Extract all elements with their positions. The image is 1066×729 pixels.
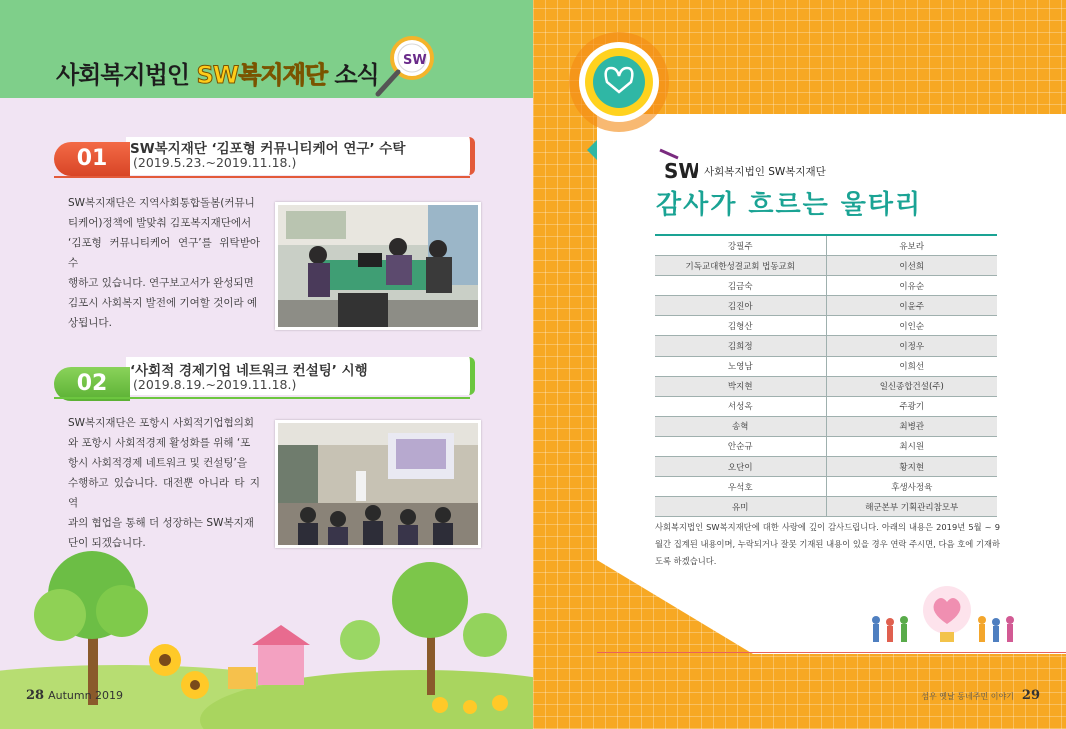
donor-row [655,296,997,316]
section-02-line: 과의 협업을 통해 더 성장하는 SW복지재 [68,517,254,529]
donor-name: 일신종합건설(주) [826,376,997,396]
section-02-line: 단이 되겠습니다. [68,537,146,549]
donor-name: 이유순 [826,276,997,296]
donor-name: 김진아 [655,296,826,316]
donor-name: 유미 [655,497,826,517]
donor-name: 이희선 [826,356,997,376]
section-02-line: 와 포항시 사회적경제 활성화를 위해 ‘포 [68,437,251,449]
donor-name: 최시원 [826,436,997,456]
donor-name: 기독교대한성결교회 법동교회 [655,256,826,276]
section-02-number: 02 [54,367,130,401]
sw-logo-icon [658,146,698,182]
section-02-line: SW복지재단은 포항시 사회적기업협의회 [68,417,255,429]
donor-row [655,436,997,456]
right-footer [921,688,1040,703]
section-02-line: 항시 사회적경제 네트워크 및 컨설팅’을 [68,457,247,469]
donor-name: 서성옥 [655,396,826,416]
section-01-underline [54,176,470,178]
left-header-title: 사회복지법인 SW복지재단 소식 [56,61,379,89]
donor-name: 노영남 [655,356,826,376]
donor-list-title: 감사가 흐르는 울타리 [656,190,923,220]
donor-row [655,316,997,336]
donor-name: 유보라 [826,235,997,256]
donor-name: 박지현 [655,376,826,396]
donor-row [655,457,997,477]
section-01-title: SW복지재단 ‘김포형 커뮤니티케어 연구’ 수탁 [130,141,406,157]
section-01-line: SW복지재단은 지역사회통합돌봄(커뮤니 [68,197,255,209]
org-name: 사회복지법인 SW복지재단 [704,166,826,178]
section-01-line: 김포시 사회복지 발전에 기여할 것이라 예 [68,297,258,309]
issue-label: Autumn 2019 [48,689,124,702]
right-page-number: 29 [1021,688,1040,703]
donor-name: 주광기 [826,396,997,416]
donor-name: 후생사정육 [826,477,997,497]
donor-row [655,477,997,497]
section-01-line: 상됩니다. [68,317,112,329]
donor-name: 이선희 [826,256,997,276]
donor-note: 사회복지법인 SW복지재단에 대한 사랑에 깊이 감사드립니다. 아래의 내용은 2019년 5월 ~ 9월간 집계된 내용이며, 누락되거나 잘못 기재된 내용이 있을 경우 연락 주시면, 다음 호에 기재하도록 하겠습니다. [655,522,1000,566]
donor-row [655,497,997,517]
seminar-photo [275,420,481,548]
right-divider [597,652,1066,653]
donor-name: 송혁 [655,416,826,436]
section-01-body [68,193,260,333]
section-02-title: ‘사회적 경제기업 네트워크 컨설팅’ 시행 [130,363,368,379]
donor-row [655,396,997,416]
donor-name: 이인순 [826,316,997,336]
section-02-underline [54,397,470,399]
left-footer [26,688,123,703]
svg-text:SW: SW [664,159,698,182]
donor-row [655,416,997,436]
magnifier-sw-icon [370,34,440,104]
donor-name: 황지현 [826,457,997,477]
left-page-number: 28 [26,688,45,703]
section-01-number: 01 [54,142,130,176]
footer-label: 섬우 옛날 동네주민 이야기 [921,692,1014,701]
donor-name: 강필주 [655,235,826,256]
donor-name: 안순규 [655,436,826,456]
section-01-line: 행하고 있습니다. 연구보고서가 완성되면 [68,277,254,289]
meeting-photo [275,202,481,330]
section-02-date: (2019.8.19.~2019.11.18.) [133,377,297,392]
donor-row [655,276,997,296]
donor-table [655,234,997,517]
donor-name: 이정우 [826,336,997,356]
donor-row [655,336,997,356]
donor-row [655,356,997,376]
donor-row [655,256,997,276]
donor-name: 해군본부 기획관리참모부 [826,497,997,517]
section-01-date: (2019.5.23.~2019.11.18.) [133,155,297,170]
donor-row [655,376,997,396]
donor-name: 오단이 [655,457,826,477]
section-02-line: 수행하고 있습니다. 대전뿐 아니라 타 지역 [68,477,260,509]
donor-name: 우석호 [655,477,826,497]
donor-name: 최병관 [826,416,997,436]
heart-bulb-illustration [862,582,1022,652]
donor-row [655,235,997,256]
section-01-line: 티케어)정책에 발맞춰 김포복지재단에서 [68,217,252,229]
donor-name: 김형산 [655,316,826,336]
donor-name: 김희정 [655,336,826,356]
section-02-body [68,413,260,553]
section-01-line: ‘김포형 커뮤니티케어 연구’를 위탁받아 수 [68,237,260,269]
donor-name: 김금숙 [655,276,826,296]
donor-name: 이윤주 [826,296,997,316]
svg-text:SW: SW [403,53,427,68]
